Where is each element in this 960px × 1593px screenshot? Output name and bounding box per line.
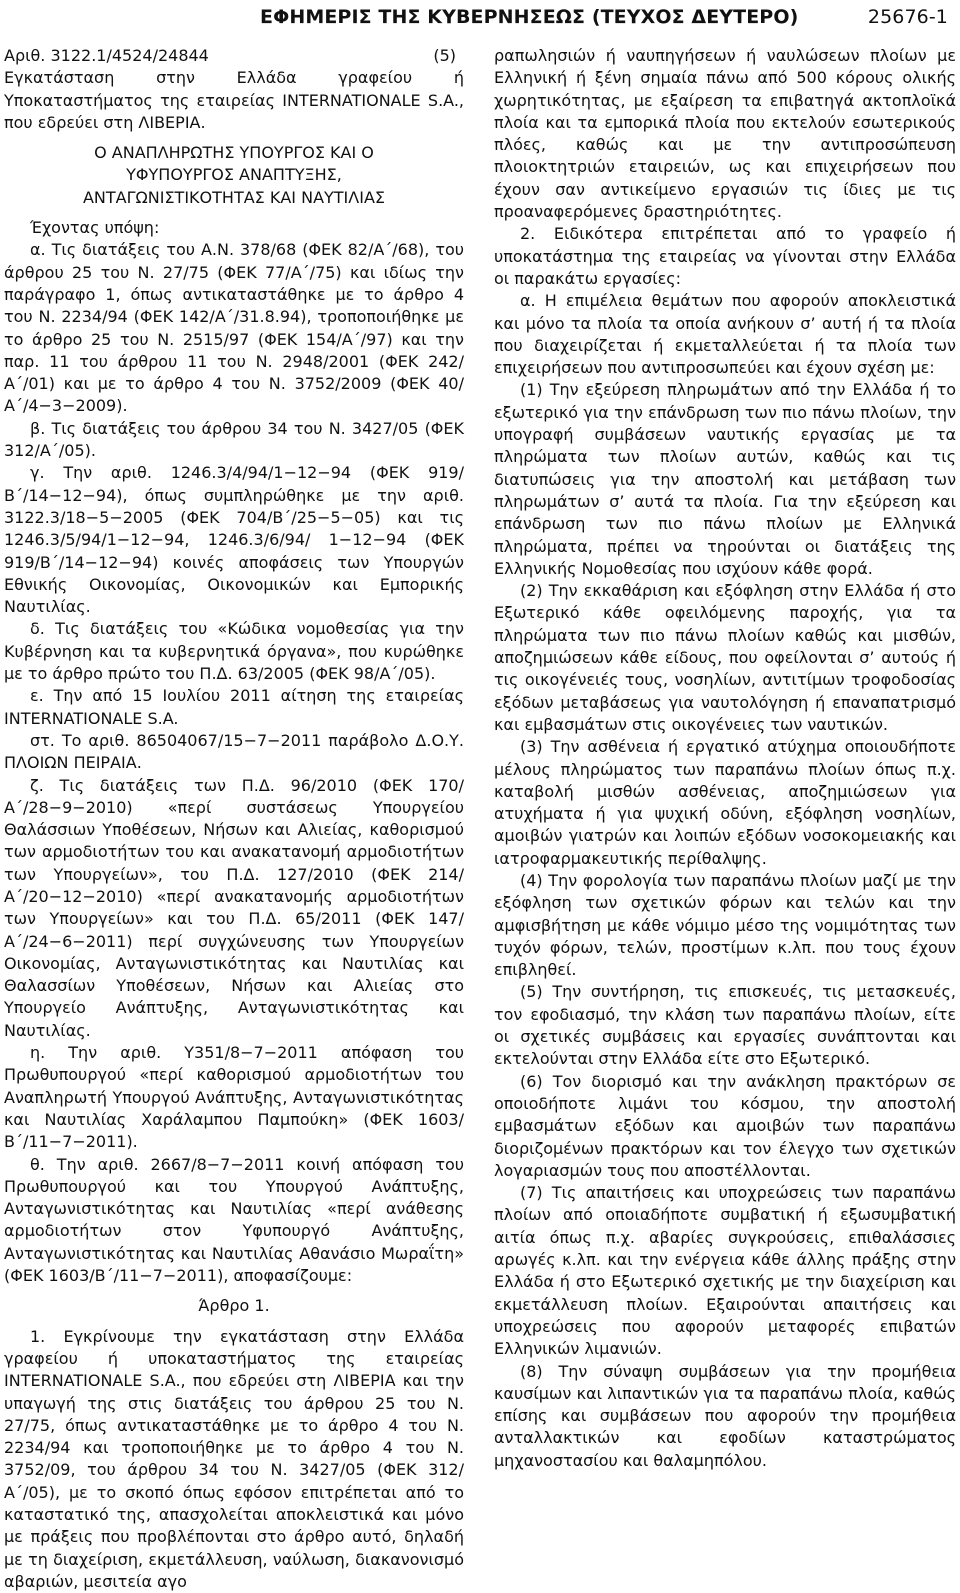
item-6: (6) Τον διορισμό και την ανάκληση πρακτόρων σε οποιοδήποτε λιμάνι του κόσμου, την αποστολή εμβασμάτων εξόδων και αμοιβών των παραπάνω διοριζομένων πρακτόρων και τον έλεγχο των σχετικών λογαριασμών τους που αποστέλλονται. — [494, 1071, 956, 1180]
item-5: (5) Την συντήρηση, τις επισκευές, τις μετασκευές, τον εφοδιασμό, την κλάση των παραπάνω πλοίων, είτε οι σχετικές συμβάσεις και εργασίες συνάπτονται και εκτελούνται στην Ελλάδα είτε στο Εξωτερικό. — [494, 982, 956, 1069]
clause-e: ε. Την από 15 Ιουλίου 2011 αίτηση της εταιρείας INTERNATIONALE S.A. — [4, 686, 464, 728]
gazette-header — [0, 4, 960, 36]
decision-reference — [4, 45, 464, 67]
item-2: (2) Την εκκαθάριση και εξόφληση στην Ελλάδα ή στο Εξωτερικό κάθε οφειλόμενης παροχής, για τα πληρώματα των πιο πάνω πλοίων καθώς και μισθών, αποζημιώσεων κάθε είδους, που οφείλονται σ’ αυτούς ή τις οικογένειές τους, νοσηλίων, αντιτίμων τροφοδοσίας εξόδων μεταβάσεως για ναυτολόγηση ή επαναπατρισμό και εμβασμάτων στις οικογένειες των ναυτικών. — [494, 581, 956, 734]
clause-b: β. Τις διατάξεις του άρθρου 34 του Ν. 3427/05 (ΦΕΚ 312/Α΄/05). — [4, 418, 464, 461]
clause-a: α. Τις διατάξεις του Α.Ν. 378/68 (ΦΕΚ 82/Α΄/68), του άρθρου 25 του Ν. 27/75 (ΦΕΚ 77/Α΄/75) και ιδίως την παράγραφο 1, όπως αντικαταστάθηκε με το άρθρο 4 του Ν. 2234/94 (ΦΕΚ 142/Α΄/31.8.94), τροποποιήθηκε με το άρθρο 25 του Ν. 2515/97 (ΦΕΚ 154/Α΄/97) και την παρ. 11 του άρθρου 11 του Ν. 2948/2001 (ΦΕΚ 242/Α΄/01) και με το άρθρο 4 του Ν. 3752/2009 (ΦΕΚ 40/Α΄/4−3−2009). — [4, 240, 464, 416]
item-4: (4) Την φορολογία των παραπάνω πλοίων μαζί με την εξόφληση των σχετικών φόρων και τελών και την αμφισβήτηση με κάθε νόμιμο μέσο της νομιμότητας των τυχόν φόρων, τελών, προστίμων κ.λπ. που τους έχουν επιβληθεί. — [494, 870, 956, 980]
having-regard: Έχοντας υπόψη: — [30, 218, 160, 238]
reference-number: Αριθ. 3122.1/4524/24844 — [4, 46, 209, 65]
item-3: (3) Την ασθένεια ή εργατικό ατύχημα οποιουδήποτε μέλους πληρώματος των παραπάνω πλοίων όπως π.χ. καταβολή μισθών ασθένειας, αποζημιώσεων για ατυχήματα ή για ψυχική οδύνη, εξόφληση νοσηλίων, αμοιβών γιατρών και λοιπών εξόδων νοσοκομειακής και ιατροφαρμακευτικής περίθαλψης. — [494, 737, 956, 868]
item-8: (8) Την σύναψη συμβάσεων για την προμήθεια καυσίμων και λιπαντικών για τα παραπάνω πλοία, καθώς επίσης και συμβάσεων που αφορούν την προμήθεια ανταλλακτικών και εφοδίων καταστρώματος μηχανοστασίου και θαλαμηπόλου. — [494, 1361, 956, 1470]
item-1: (1) Την εξεύρεση πληρωμάτων από την Ελλάδα ή το εξωτερικό για την επάνδρωση των πιο πάνω πλοίων, την υπογραφή συμβάσεων ναυτικής εργασίας με τα πληρώματα των πλοίων αυτών, καθώς και τις διατυπώσεις για την αποστολή και μετάβαση των πληρωμάτων σ’ αυτά τα πλοία. Για την εξεύρεση και επάνδρωση των πιο πάνω πλοίων με Ελληνικά πληρώματα, πρέπει να τηρούνται οι διατάξεις της Ελληνικής Νομοθεσίας που ισχύουν κάθε φορά. — [494, 380, 956, 578]
left-column — [4, 45, 464, 1593]
clause-d: δ. Τις διατάξεις του «Κώδικα νομοθεσίας για την Κυβέρνηση και τα κυβερνητικά όργανα», που κυρώθηκε με το άρθρο πρώτο του Π.Δ. 63/2005 (ΦΕΚ 98/Α΄/05). — [4, 619, 464, 684]
reference-index: (5) — [433, 46, 456, 65]
article-paragraph-2: 2. Ειδικότερα επιτρέπεται από το γραφείο ή υποκατάστημα της εταιρείας να γίνονται στην Ελλάδα οι παρακάτω εργασίες: — [494, 224, 956, 288]
article-paragraph-1: 1. Εγκρίνουμε την εγκατάσταση στην Ελλάδα γραφείου ή υποκαταστήματος της εταιρείας INTERNATIONALE S.A., που εδρεύει στη ΛΙΒΕΡΙΑ και την υπαγωγή της στις διατάξεις του άρθρου 25 του Ν. 27/75, όπως αντικαταστάθηκε με το άρθρο 4 του Ν. 2234/94 και τροποποιήθηκε με το άρθρο 4 του Ν. 3752/09, του άρθρου 34 του Ν. 3427/05 (ΦΕΚ 312/Α΄/05), με το σκοπό όπως εφόσον επιτρέπεται από το καταστατικό της, απασχολείται αποκλειστικά και μόνο με πράξεις που προβλέπονται στο άρθρο αυτό, δηλαδή με τη διαχείριση, εκμετάλλευση, ναύλωση, διακανονισμό αβαριών, μεσιτεία αγο — [4, 1326, 464, 1591]
item-7: (7) Τις απαιτήσεις και υποχρεώσεις των παραπάνω πλοίων από οποιαδήποτε συμβατική ή εξωσυμβατική αιτία όπως π.χ. αβαρίες συγκρούσεις, επιθαλάσσιες αρωγές κ.λπ. και την ενέργεια κάθε άλλης πράξης στην Ελλάδα ή στο Εξωτερικό σχετικής με την διαχείριση και εκμετάλλευση πλοίων. Εξαιρούνται απαιτήσεις και υποχρεώσεις που αφορούν μεταφορές επιβατών Ελληνικών λιμανιών. — [494, 1183, 956, 1359]
decision-subject: Εγκατάσταση στην Ελλάδα γραφείου ή Υποκαταστήματος της εταιρείας INTERNATIONALE S.A., που εδρεύει στη ΛΙΒΕΡΙΑ. — [4, 68, 464, 132]
article-heading: Άρθρο 1. — [198, 1296, 270, 1316]
subclause-a: α. Η επιμέλεια θεμάτων που αφορούν αποκλειστικά και μόνο τα πλοία τα οποία ανήκουν σ’ αυτή ή τα πλοία που διαχειρίζεται ή εκμεταλλεύεται ή τα πλοία των επιχειρήσεων που αντιπροσωπεύει και έχουν σχέση με: — [494, 291, 956, 378]
clause-st: στ. Το αριθ. 86504067/15−7−2011 παράβολο Δ.Ο.Υ. ΠΛΟΙΩΝ ΠΕΙΡΑΙΑ. — [4, 730, 464, 773]
gazette-title: ΕΦΗΜΕΡΙΣ ΤΗΣ ΚΥΒΕΡΝΗΣΕΩΣ (ΤΕΥΧΟΣ ΔΕΥΤΕΡΟ) — [260, 6, 799, 28]
clause-th: θ. Την αριθ. 2667/8−7−2011 κοινή απόφαση του Πρωθυπουργού και του Υπουργού Ανάπτυξης, Ανταγωνιστικότητας και Ναυτιλίας «περί ανάθεσης αρμοδιοτήτων στον Υφυπουργό Ανάπτυξης, Ανταγωνιστικότητας και Ναυτιλίας Αθανάσιο Μωραΐτη» (ΦΕΚ 1603/Β΄/11−7−2011), αποφασίζουμε: — [4, 1154, 464, 1286]
article-paragraph-1-continued: ραπωλησιών ή ναυπηγήσεων ή ναυλώσεων πλοίων με Ελληνική ή ξένη σημαία πάνω από 500 κόρους ολικής χωρητικότητας, με εξαίρεση τα επιβατηγά ακτοπλοϊκά πλοία και τα εμπορικά πλοία που εκτελούν εσωτερικούς πλόες, καθώς και με την αντιπροσώπευση πλοιοκτητριών εταιρειών, ως και επιχειρήσεων που έχουν σαν αντικείμενο εργασιών τις ίδιες με τις προαναφερόμενες δραστηριότητες. — [494, 46, 956, 222]
clause-z: ζ. Τις διατάξεις των Π.Δ. 96/2010 (ΦΕΚ 170/Α΄/28−9−2010) «περί συστάσεως Υπουργείου Θαλάσσιων Υποθέσεων, Νήσων και Αλιείας, καθορισμού των αρμοδιοτήτων του και ανακατανομή αρμοδιοτήτων των Υπουργείων», του Π.Δ. 127/2010 (ΦΕΚ 214/Α΄/20−12−2010) «περί ανακατανομής αρμοδιοτήτων των Υπουργείων» και του Π.Δ. 65/2011 (ΦΕΚ 147/Α΄/24−6−2011) περί συγχώνευσης των Υπουργείων Οικονομίας, Ανταγωνιστικότητας και Ναυτιλίας και Θαλασσίων Υποθέσεων, Νήσων και Αλιείας στο Υπουργείο Ανάπτυξης, Ανταγωνιστικότητας και Ναυτιλίας. — [4, 775, 464, 1040]
clause-c: γ. Την αριθ. 1246.3/4/94/1−12−94 (ΦΕΚ 919/Β΄/14−12−94), όπως συμπληρώθηκε με την αριθ. 3122.3/18−5−2005 (ΦΕΚ 704/Β΄/25−5−05) και τις 1246.3/5/94/1−12−94, 1246.3/6/94/ 1−12−94 (ΦΕΚ 919/Β΄/14−12−94) κοινές αποφάσεις των Υπουργών Εθνικής Οικονομίας, Οικονομικών και Εμπορικής Ναυτιλίας. — [4, 463, 464, 617]
issuing-authority: Ο ΑΝΑΠΛΗΡΩΤΗΣ ΥΠΟΥΡΓΟΣ ΚΑΙ Ο ΥΦΥΠΟΥΡΓΟΣ ΑΝΑΠΤΥΞΗΣ, ΑΝΤΑΓΩΝΙΣΤΙΚΟΤΗΤΑΣ ΚΑΙ ΝΑΥΤΙΛΙΑΣ — [82, 143, 385, 207]
clause-h: η. Την αριθ. Υ351/8−7−2011 απόφαση του Πρωθυπουργού «περί καθορισμού αρμοδιοτήτων του Αναπληρωτή Υπουργού Ανάπτυξης, Ανταγωνιστικότητας και Ναυτιλίας Χαράλαμπου Παμπούκη» (ΦΕΚ 1603/Β΄/11−7−2011). — [4, 1043, 464, 1152]
page-number: 25676-1 — [867, 6, 948, 28]
right-column — [494, 45, 956, 1472]
